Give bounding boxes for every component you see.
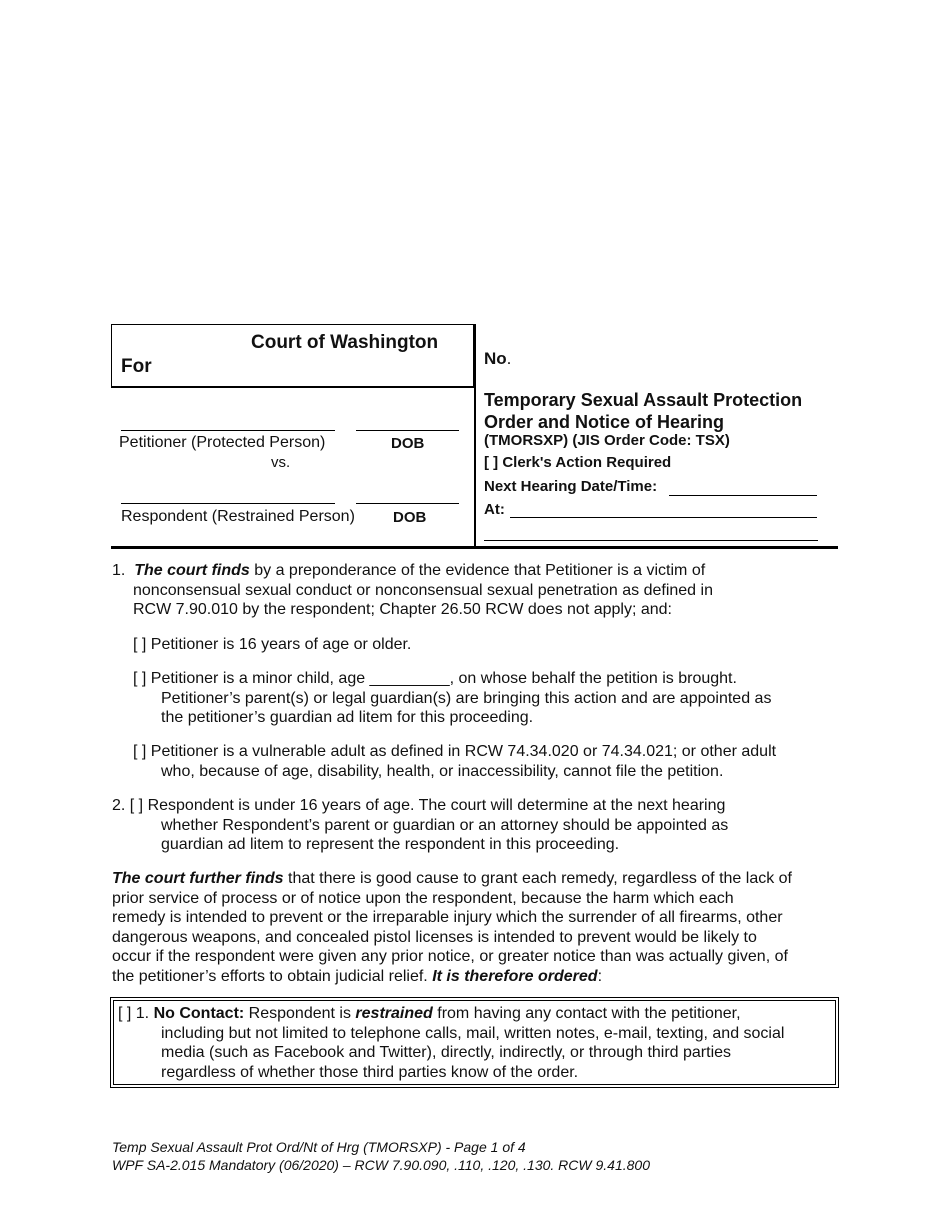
for-label: For bbox=[121, 356, 152, 377]
vs-label: vs. bbox=[271, 454, 291, 471]
order-no-contact[interactable]: [ ] 1. No Contact: Respondent is restrained from having any contact with the petitioner, including but not limited to telephone calls, mail, written notes, e-mail, texting, and social media (such as Facebook and Twitter), directly, indirectly, or through third parties regardless of whether those third parties know of the order. bbox=[118, 1005, 785, 1081]
finding-1: 1. The court finds by a preponderance of the evidence that Petitioner is a victim of nonconsensual sexual conduct or nonconsensual sexual penetration as defined in RCW 7.90.010 by the respondent; Chapter 26.50 RCW does not apply; and: bbox=[112, 562, 713, 618]
caption-vertical-divider bbox=[474, 324, 476, 548]
hearing-location-field-2[interactable] bbox=[484, 540, 818, 541]
court-title: Court of Washington bbox=[251, 332, 439, 353]
petitioner-dob-label: DOB bbox=[391, 435, 425, 452]
finding-2[interactable]: 2. [ ] Respondent is under 16 years of age. The court will determine at the next hearing whether Respondent’s parent or guardian or an attorney should be appointed as guardian ad litem to represent the respondent in this proceeding. bbox=[112, 797, 729, 853]
clerk-action-checkbox[interactable]: [ ] Clerk's Action Required bbox=[484, 454, 672, 471]
respondent-name-line bbox=[121, 503, 335, 504]
option-age-16-checkbox[interactable]: [ ] Petitioner is 16 years of age or older. bbox=[133, 636, 412, 653]
option-vulnerable-adult[interactable]: [ ] Petitioner is a vulnerable adult as defined in RCW 74.34.020 or 74.34.021; or other adult who, because of age, disability, health, or inaccessibility, cannot file the petition. bbox=[133, 743, 777, 780]
case-number-label: No. bbox=[484, 349, 512, 368]
respondent-dob-line bbox=[356, 503, 459, 504]
petitioner-label: Petitioner (Protected Person) bbox=[119, 434, 326, 451]
hearing-location-field[interactable] bbox=[510, 517, 817, 518]
caption-bottom-rule bbox=[111, 546, 838, 549]
petitioner-name-line bbox=[121, 430, 335, 431]
jis-order-code: (TMORSXP) (JIS Order Code: TSX) bbox=[484, 432, 730, 449]
footer-form-title: Temp Sexual Assault Prot Ord/Nt of Hrg (TMORSXP) - Page 1 of 4 bbox=[112, 1139, 526, 1155]
respondent-label: Respondent (Restrained Person) bbox=[121, 508, 355, 525]
document-title: Temporary Sexual Assault Protection Order and Notice of Hearing bbox=[484, 390, 803, 432]
footer-form-citation: WPF SA-2.015 Mandatory (06/2020) – RCW 7.90.090, .110, .120, .130. RCW 9.41.800 bbox=[112, 1157, 650, 1173]
further-findings-paragraph: The court further finds that there is good cause to grant each remedy, regardless of the lack of prior service of process or of notice upon the respondent, because the harm which each remedy is intended to prevent or the irreparable injury which the surrender of all firearms, other dangerous weapons, and concealed pistol licenses is intended to prevent would be likely to occur if the respondent were given any prior notice, or greater notice than was actually given, of the petitioner’s efforts to obtain judicial relief. It is therefore ordered: bbox=[112, 870, 792, 985]
at-label: At: bbox=[484, 501, 505, 518]
next-hearing-field[interactable] bbox=[669, 495, 817, 496]
option-minor-child[interactable]: [ ] Petitioner is a minor child, age _________, on whose behalf the petition is brought. Petitioner’s parent(s) or legal guardian(s) are bringing this action and are appointed as the petitioner’s guardian ad litem for this proceeding. bbox=[133, 670, 772, 726]
respondent-dob-label: DOB bbox=[393, 509, 427, 526]
caption-divider bbox=[111, 386, 475, 388]
petitioner-dob-line bbox=[356, 430, 459, 431]
next-hearing-label: Next Hearing Date/Time: bbox=[484, 478, 658, 495]
